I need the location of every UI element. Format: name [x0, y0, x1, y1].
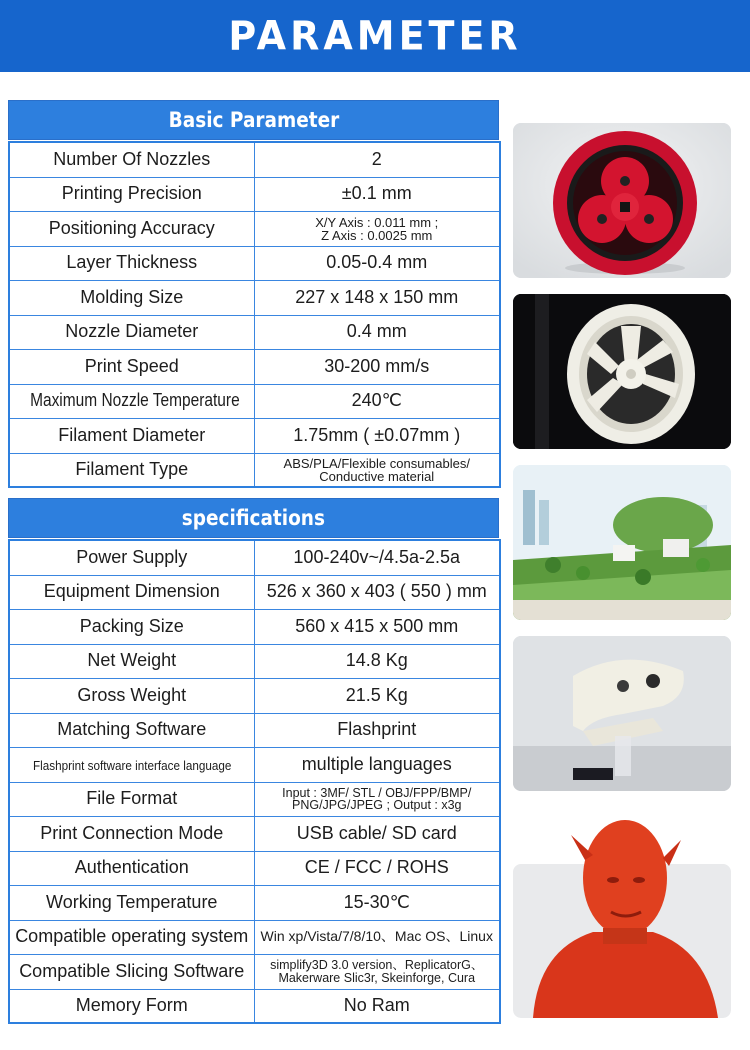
param-value: 2: [254, 142, 500, 177]
table-row: [9, 885, 500, 920]
param-label: [9, 384, 254, 418]
table-row: [9, 280, 500, 315]
trex-skull-image: [513, 636, 731, 791]
param-label-text: Maximum Nozzle Temperature: [30, 390, 240, 411]
param-label: Number Of Nozzles: [9, 142, 254, 177]
table-row: [9, 609, 500, 644]
specifications-table: [8, 539, 501, 1024]
table-row: [9, 384, 500, 418]
table-row: [9, 678, 500, 713]
white-wheel-photo: [513, 294, 731, 449]
table-row: [9, 142, 500, 177]
spec-label: Memory Form: [9, 989, 254, 1023]
param-value: 240℃: [254, 384, 500, 418]
spec-label: Packing Size: [9, 609, 254, 644]
spec-label: Gross Weight: [9, 678, 254, 713]
spec-value: 526 x 360 x 403 ( 550 ) mm: [254, 575, 500, 609]
param-label: Molding Size: [9, 280, 254, 315]
spec-label: Equipment Dimension: [9, 575, 254, 609]
param-label: Positioning Accuracy: [9, 211, 254, 246]
red-gear-image: [513, 123, 731, 278]
param-value: 0.05-0.4 mm: [254, 246, 500, 280]
spec-label: Net Weight: [9, 644, 254, 678]
landscape-model-image: [513, 465, 731, 620]
table-row: [9, 782, 500, 816]
table-row: [9, 246, 500, 280]
spec-value: 21.5 Kg: [254, 678, 500, 713]
param-value: 30-200 mm/s: [254, 349, 500, 384]
table-row: [9, 920, 500, 954]
spec-label: Working Temperature: [9, 885, 254, 920]
param-value: ±0.1 mm: [254, 177, 500, 211]
param-value: 227 x 148 x 150 mm: [254, 280, 500, 315]
param-label: Printing Precision: [9, 177, 254, 211]
spec-value: Input : 3MF/ STL / OBJ/FPP/BMP/ PNG/JPG/JPEG ; Output : x3g: [254, 782, 500, 816]
table-row: [9, 989, 500, 1023]
landscape-model-photo: [513, 465, 731, 620]
table-row: [9, 453, 500, 487]
table-row: [9, 418, 500, 453]
table-row: [9, 816, 500, 851]
spec-value: multiple languages: [254, 747, 500, 782]
param-label: Filament Type: [9, 453, 254, 487]
spec-value: Flashprint: [254, 713, 500, 747]
spec-label: Authentication: [9, 851, 254, 885]
table-row: [9, 747, 500, 782]
spec-label: File Format: [9, 782, 254, 816]
param-value: 1.75mm ( ±0.07mm ): [254, 418, 500, 453]
spec-label: Power Supply: [9, 540, 254, 575]
basic-parameter-title: Basic Parameter: [168, 108, 339, 132]
spec-value: USB cable/ SD card: [254, 816, 500, 851]
page-title: PARAMETER: [228, 12, 522, 60]
red-bust-photo: [513, 800, 731, 1018]
white-wheel-image: [513, 294, 731, 449]
table-row: [9, 954, 500, 989]
spec-value: 560 x 415 x 500 mm: [254, 609, 500, 644]
spec-value: simplify3D 3.0 version、ReplicatorG、 Makerware Slic3r, Skeinforge, Cura: [254, 954, 500, 989]
spec-label: Print Connection Mode: [9, 816, 254, 851]
spec-value: 14.8 Kg: [254, 644, 500, 678]
table-row: [9, 644, 500, 678]
specifications-title: specifications: [181, 506, 326, 530]
table-row: [9, 540, 500, 575]
table-row: [9, 177, 500, 211]
param-label: Nozzle Diameter: [9, 315, 254, 349]
basic-parameter-header: [8, 100, 499, 140]
trex-skull-photo: [513, 636, 731, 791]
basic-parameter-table: [8, 141, 501, 488]
table-row: [9, 315, 500, 349]
param-value: ABS/PLA/Flexible consumables/ Conductive material: [254, 453, 500, 487]
spec-label: [9, 747, 254, 782]
specifications-header: [8, 498, 499, 538]
param-label: Print Speed: [9, 349, 254, 384]
table-row: [9, 851, 500, 885]
spec-label-text: Flashprint software interface language: [32, 757, 231, 773]
table-row: [9, 575, 500, 609]
spec-value: No Ram: [254, 989, 500, 1023]
spec-label: Compatible Slicing Software: [9, 954, 254, 989]
param-label: Layer Thickness: [9, 246, 254, 280]
title-banner: [0, 0, 750, 72]
spec-value: 100-240v~/4.5a-2.5a: [254, 540, 500, 575]
param-label: Filament Diameter: [9, 418, 254, 453]
spec-value: 15-30℃: [254, 885, 500, 920]
spec-value: Win xp/Vista/7/8/10、Mac OS、Linux: [254, 920, 500, 954]
red-gear-photo: [513, 123, 731, 278]
param-value: X/Y Axis : 0.011 mm ; Z Axis : 0.0025 mm: [254, 211, 500, 246]
table-row: [9, 713, 500, 747]
param-value: 0.4 mm: [254, 315, 500, 349]
table-row: [9, 211, 500, 246]
spec-label: Matching Software: [9, 713, 254, 747]
table-row: [9, 349, 500, 384]
spec-value: CE / FCC / ROHS: [254, 851, 500, 885]
red-bust-image: [513, 800, 731, 1018]
spec-label: Compatible operating system: [9, 920, 254, 954]
